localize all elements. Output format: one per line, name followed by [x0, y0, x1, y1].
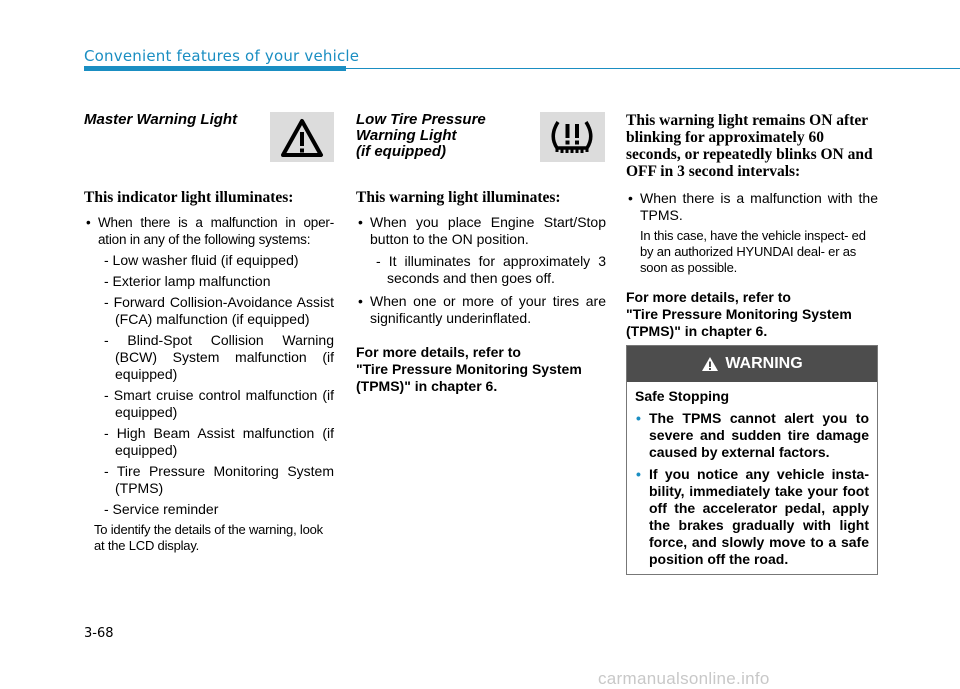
column-low-tire-pressure: [356, 112, 606, 395]
warning-item: • The TPMS cannot alert you to severe and sudden tire damage caused by external factors.: [635, 410, 869, 461]
low-tire-bullet-1: • When you place Engine Start/Stop button to the ON position.: [356, 214, 606, 248]
low-tire-subhead: This warning light illuminates:: [356, 189, 561, 206]
list-item: - Blind-Spot Collision Warning (BCW) System malfunction (if equipped): [104, 332, 334, 382]
master-warning-bullet: • When there is a malfunction in oper- ation in any of the following systems:: [84, 214, 334, 248]
column-master-warning: [84, 112, 334, 554]
low-tire-title-line1: Low Tire Pressure: [356, 111, 486, 128]
master-warning-subhead: This indicator light illuminates:: [84, 189, 294, 206]
low-tire-title-line2: Warning Light: [356, 127, 457, 144]
list-item: - Smart cruise control malfunction (if equipped): [104, 387, 334, 420]
warning-title: Safe Stopping: [635, 388, 730, 404]
tpms-blinking-heading: This warning light remains ON after blinking for approximately 60 seconds, or repeatedly blinks ON and OFF in 3 second intervals:: [626, 112, 873, 180]
tpms-blinking-bullet: • When there is a malfunction with the TPMS.: [626, 190, 878, 224]
column-tpms-blinking: [626, 112, 878, 340]
low-tire-dash-1: - It illuminates for approximately 3 seconds and then goes off.: [376, 253, 606, 286]
warning-box: [626, 345, 878, 575]
list-item: - Exterior lamp malfunction: [104, 273, 271, 289]
master-warning-title: Master Warning Light: [84, 111, 238, 128]
master-warning-note: To identify the details of the warning, look at the LCD display.: [94, 522, 323, 553]
header-bar: [84, 66, 346, 71]
footer-watermark-url: carmanualsonline.info: [598, 669, 770, 688]
list-item: - Forward Collision-Avoidance Assist (FCA) malfunction (if equipped): [104, 294, 334, 327]
low-tire-ref-2: "Tire Pressure Monitoring System (TPMS)" in chapter 6.: [356, 361, 582, 394]
header-line: [346, 68, 960, 69]
warning-header: [627, 346, 877, 382]
low-tire-ref-1: For more details, refer to: [356, 344, 521, 360]
tpms-blinking-ref-2: "Tire Pressure Monitoring System (TPMS)" in chapter 6.: [626, 306, 852, 339]
low-tire-title-line3: (if equipped): [356, 143, 446, 160]
list-item: - High Beam Assist malfunction (if equipped): [104, 425, 334, 458]
low-tire-bullet-2: • When one or more of your tires are significantly underinflated.: [356, 293, 606, 327]
list-item: - Low washer fluid (if equipped): [104, 252, 299, 268]
header-title: Convenient features of your vehicle: [84, 47, 360, 65]
warning-triangle-icon: [701, 356, 719, 372]
list-item: - Service reminder: [104, 501, 219, 517]
tpms-blinking-note: In this case, have the vehicle inspect- ed by an authorized HYUNDAI deal- er as soon as possible.: [640, 228, 866, 275]
warning-label: WARNING: [725, 355, 803, 372]
list-item: - Tire Pressure Monitoring System (TPMS): [104, 463, 334, 496]
warning-item: • If you notice any vehicle insta- bility, immediately take your foot off the accelerator pedal, apply the brakes gradually with light force, and slowly move to a safe position off the road.: [635, 466, 869, 568]
page-number: 3-68: [84, 626, 114, 641]
warning-body: [635, 388, 869, 568]
tpms-blinking-ref-1: For more details, refer to: [626, 289, 791, 305]
